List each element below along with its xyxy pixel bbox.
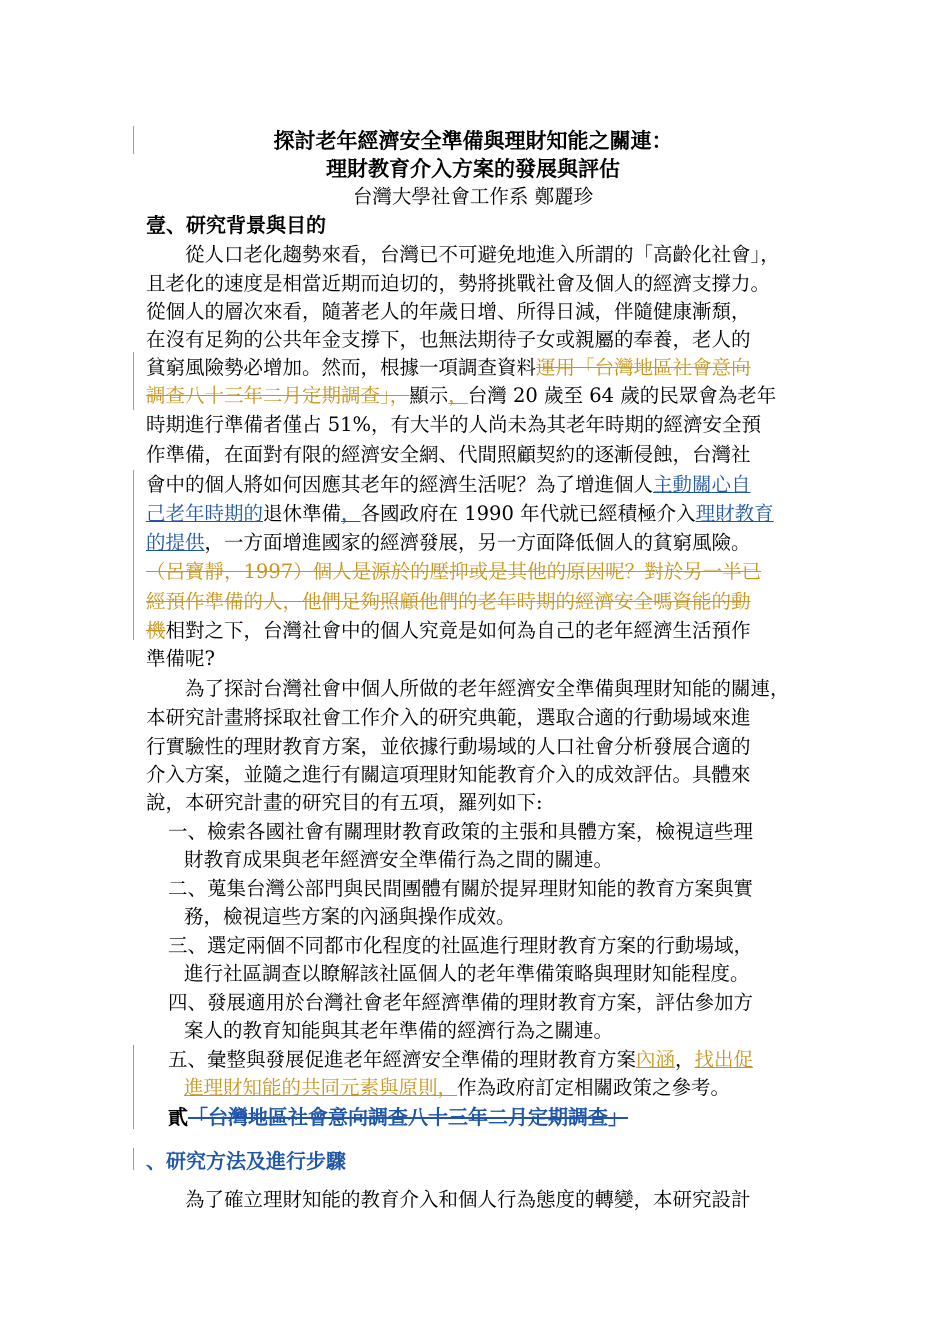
inserted-text: ， [448, 384, 468, 407]
inserted-text: 找出促 [694, 1048, 754, 1071]
text-run: ， [675, 1048, 695, 1071]
text-run: 貧窮風險勢必增加。然而，根據一項調查資料 [146, 356, 537, 379]
paragraph-line [146, 500, 826, 528]
paragraph-line: 為了探討台灣社會中個人所做的老年經濟安全準備與理財知能的關連， [185, 677, 790, 700]
deleted-text: 調查八十三年二月定期調查」， [146, 384, 410, 407]
deleted-text: 經預作準備的人，他們足夠照顧他們的老年時期的經濟安全嗎資能的動 [146, 590, 751, 613]
list-item: 三、選定兩個不同都市化程度的社區進行理財教育方案的行動場域， [168, 934, 754, 957]
list-item: 進行社區調查以瞭解該社區個人的老年準備策略與理財知能程度。 [184, 962, 750, 985]
document-title-line-1: 探討老年經濟安全準備與理財知能之關連： [273, 128, 673, 153]
change-bar [133, 1148, 134, 1170]
list-item [168, 1046, 848, 1074]
heading-prefix: 貳 [168, 1105, 188, 1129]
inserted-text: ， [341, 502, 361, 525]
list-item [184, 1074, 864, 1102]
inserted-text: 己老年時期的 [146, 502, 264, 525]
paragraph-line: 從個人的層次來看，隨著老人的年歲日增、所得日減，伴隨健康漸頹， [146, 300, 751, 323]
paragraph-line: 準備呢? [146, 647, 215, 670]
section-heading-1: 壹、研究背景與目的 [146, 213, 326, 237]
change-bar [133, 470, 134, 640]
inserted-text: 的提供 [146, 531, 205, 554]
deleted-text: 「台灣地區社會意向調查八十三年二月定期調查」 [188, 1105, 628, 1129]
list-item: 四、發展適用於台灣社會老年經濟準備的理財教育方案，評估參加方 [168, 991, 754, 1014]
section-heading-2: 、研究方法及進行步驟 [146, 1149, 346, 1173]
text-run: 相對之下，台灣社會中的個人究竟是如何為自己的老年經濟生活預作 [165, 619, 751, 642]
deleted-text: 機 [146, 619, 166, 642]
list-item: 二、蒐集台灣公部門與民間團體有關於提昇理財知能的教育方案與實 [168, 877, 754, 900]
text-run: ，一方面增進國家的經濟發展，另一方面降低個人的貧窮風險。 [204, 531, 751, 554]
document-title-line-2: 理財教育介入方案的發展與評估 [326, 156, 620, 181]
paragraph-line [146, 471, 826, 499]
author-line: 台灣大學社會工作系 鄭麗珍 [352, 185, 594, 208]
paragraph-line: 在沒有足夠的公共年金支撐下，也無法期待子女或親屬的奉養，老人的 [146, 328, 751, 351]
text-run: 五、彙整與發展促進老年經濟安全準備的理財教育方案 [168, 1048, 637, 1071]
list-item: 一、檢索各國社會有關理財教育政策的主張和具體方案，檢視這些理 [168, 820, 754, 843]
paragraph-line: 為了確立理財知能的教育介入和個人行為態度的轉變，本研究設計 [185, 1188, 751, 1211]
text-run: 各國政府在 1990 年代就已經積極介入 [360, 502, 696, 525]
list-item: 財教育成果與老年經濟安全準備行為之間的關連。 [184, 848, 614, 871]
text-run: 台灣 20 歲至 64 歲的民眾會為老年 [467, 384, 777, 407]
text-run: 會中的個人將如何因應其老年的經濟生活呢？為了增進個人 [146, 473, 654, 496]
revised-heading [168, 1103, 848, 1131]
inserted-text: 主動關心自 [653, 473, 751, 496]
deleted-text: 運用「台灣地區社會意向 [536, 356, 751, 379]
paragraph-line: 介入方案，並隨之進行有關這項理財知能教育介入的成效評估。具體來 [146, 763, 751, 786]
paragraph-line [146, 617, 826, 645]
paragraph-line [146, 354, 826, 382]
paragraph-line: 行實驗性的理財教育方案，並依據行動場域的人口社會分析發展合適的 [146, 735, 751, 758]
change-bar [133, 1045, 134, 1129]
paragraph-line: 本研究計畫將採取社會工作介入的研究典範，選取合適的行動場域來進 [146, 706, 751, 729]
list-item: 案人的教育知能與其老年準備的經濟行為之關連。 [184, 1019, 614, 1042]
paragraph-line: 且老化的速度是相當近期而迫切的，勢將挑戰社會及個人的經濟支撐力。 [146, 272, 771, 295]
deleted-text: （呂寶靜，1997）個人是源於的壓抑或是其他的原因呢？對於另一半已 [146, 560, 762, 583]
text-run: 退休準備 [263, 502, 342, 525]
text-run: 顯示 [409, 384, 449, 407]
list-item: 務，檢視這些方案的內涵與操作成效。 [184, 905, 516, 928]
paragraph-line [146, 529, 826, 557]
paragraph-line [146, 382, 826, 410]
inserted-text: 進理財知能的共同元素與原則， [184, 1076, 458, 1099]
inserted-text: 理財教育 [695, 502, 774, 525]
text-run: 作為政府訂定相關政策之參考。 [457, 1076, 731, 1099]
inserted-text: 內涵 [636, 1048, 676, 1071]
paragraph-line: 作準備，在面對有限的經濟安全網、代間照顧契約的逐漸侵蝕，台灣社 [146, 443, 751, 466]
paragraph-line: 從人口老化趨勢來看，台灣已不可避免地進入所謂的「高齡化社會」， [185, 243, 780, 266]
paragraph-line: 說，本研究計畫的研究目的有五項，羅列如下: [146, 791, 543, 814]
change-bar [133, 352, 134, 410]
paragraph-line: 時期進行準備者僅占 51%，有大半的人尚未為其老年時期的經濟安全預 [146, 413, 762, 436]
